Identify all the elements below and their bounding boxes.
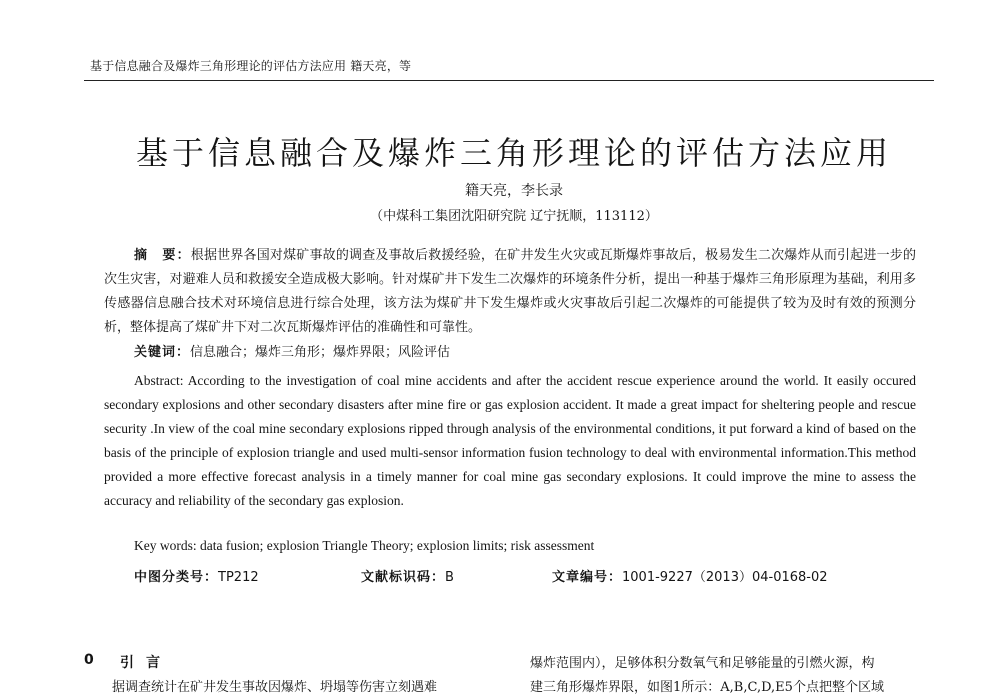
clc-label: 中图分类号： <box>134 570 219 585</box>
clc-number <box>134 566 259 585</box>
english-abstract <box>104 369 916 513</box>
english-abstract-label: Abstract: <box>134 373 184 388</box>
affiliation: （中煤科工集团沈阳研究院 辽宁抚顺，113112） <box>370 209 658 224</box>
english-abstract-text: According to the investigation of coal mine accidents and after the accident rescue experience around the world. It easily occured secondary explosions and other secondary disasters after mine fire or gas explosion accident. It made a great impact for sheltering people and rescue security .In view of the coal mine secondary explosions ripped through analysis of the environmental conditions, it put forward a kind of based on the basis of the principle of explosion triangle and used multi-sensor information fusion technology to deal with environmental information.This method provided a more effective forecast analysis in a timely manner for coal mine gas secondary explosions. It could improve the mine to assess the accuracy and reliability of the secondary gas explosion. <box>104 373 916 508</box>
article-number-value: 1001-9227（2013）04-0168-02 <box>622 570 828 585</box>
body-right-line: 爆炸范围内），足够体积分数氧气和足够能量的引燃火源，构 <box>530 656 875 671</box>
paper-title: 基于信息融合及爆炸三角形理论的评估方法应用 <box>135 134 892 172</box>
article-number <box>552 566 828 585</box>
body-left-column-text: 据调查统计在矿井发生事故因爆炸、坍塌等伤害立刻遇难 <box>112 680 438 695</box>
chinese-abstract-label: 摘 要： <box>134 248 191 263</box>
running-header: 基于信息融合及爆炸三角形理论的评估方法应用 籍天亮，等 <box>90 59 412 73</box>
clc-value: TP212 <box>218 570 259 585</box>
document-code-value: B <box>445 570 454 585</box>
chinese-keywords-label: 关键词： <box>134 345 191 360</box>
header-rule <box>84 80 934 81</box>
chinese-keywords <box>134 341 450 360</box>
article-number-label: 文章编号： <box>552 570 623 585</box>
section-title: 引言 <box>120 655 172 671</box>
chinese-abstract-text: 根据世界各国对煤矿事故的调查及事故后救援经验，在矿井发生火灾或瓦斯爆炸事故后，极易发生二次爆炸从而引起进一步的次生灾害，对避难人员和救援安全造成极大影响。针对煤矿井下发生二次爆炸的环境条件分析，提出一种基于爆炸三角形原理为基础，利用多传感器信息融合技术对环境信息进行综合处理，该方法为煤矿井下发生爆炸或火灾事故后引起二次爆炸的可能提供了较为及时有效的预测分析，整体提高了煤矿井下对二次瓦斯爆炸评估的准确性和可靠性。 <box>104 248 916 335</box>
english-keywords <box>134 538 594 554</box>
body-right-column <box>530 652 935 700</box>
english-keywords-text: data fusion; explosion Triangle Theory; explosion limits; risk assessment <box>200 538 595 553</box>
chinese-keywords-text: 信息融合；爆炸三角形；爆炸界限；风险评估 <box>190 345 451 360</box>
authors: 籍天亮，李长录 <box>465 183 563 199</box>
body-right-line: 建三角形爆炸界限，如图1所示：A,B,C,D,E5个点把整个区域 <box>530 680 884 695</box>
document-code-label: 文献标识码： <box>361 570 446 585</box>
english-keywords-label: Key words: <box>134 538 197 553</box>
section-number: 0 <box>84 652 94 668</box>
chinese-abstract <box>104 244 916 340</box>
document-code <box>361 566 454 585</box>
